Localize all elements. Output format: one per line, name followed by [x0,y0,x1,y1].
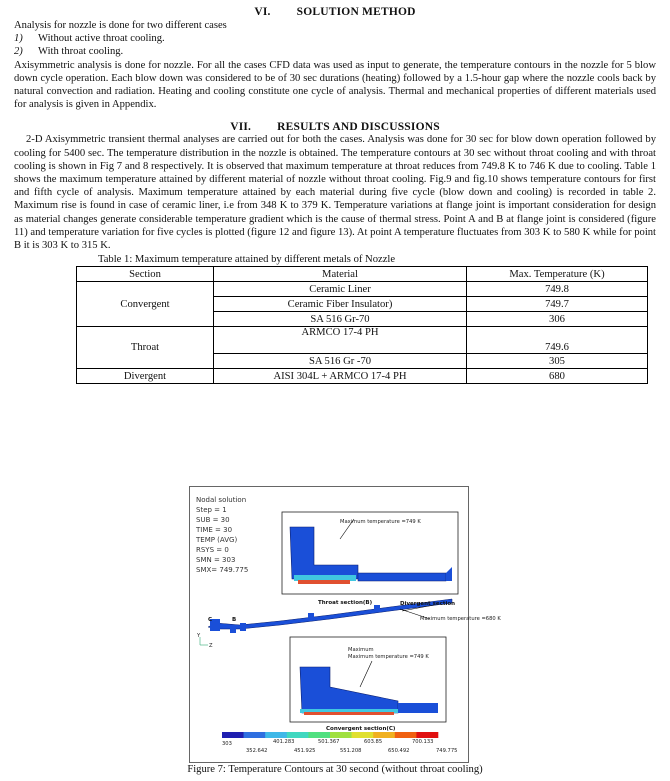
max-temperature-table [76,266,648,384]
figure-7-temperature-contours [189,486,501,763]
scale-swatch [330,732,352,738]
max-temp-convergent-label: Maximum temperature =749 K [348,654,429,660]
scale-top-1: 401.283 [273,739,295,745]
material-cell: AISI 304L + ARMCO 17-4 PH [214,369,467,384]
table-row [77,369,648,384]
scale-swatch [265,732,287,738]
page-content [14,6,656,384]
max-temp-throat-label: Maximum temperature =749 K [340,519,421,525]
temp-cell: 749.7 [467,297,648,312]
results-paragraph: 2-D Axisymmetric transient thermal analyses are carried out for both the cases. Analysis was done for 30 sec for blow down operation followed by cooling for 5400 sec. The temperature distribution in the nozzle is obtained. The temperature contours at 30 sec without throat cooling and with throat cooling is shown in Fig 7 and 8 respectively. It is observed that maximum temperature at throat reduces from 749.8 K to 746 K due to cooling. Table 1 shows the maximum temperature attained by different material of nozzle without throat cooling. Fig.9 and fig.10 shows temperature contours for first and fifth cycle of analysis. Maximum temperature attained by each material during five cycle (blow down and cooling) is recorded in table 2. Maximum rise is found in case of ceramic liner, i.e from 348 K to 379 K. Temperature variations at flange joint is important consideration for design as material changes generate considerable temperature gradient which is the cause of thermal stress. Point A and B at flange joint is considered (figure 11) and temperature variation for five cycles is plotted (figure 12 and figure 13). At point A temperature fluctuates from 303 K to 580 K while for point B it is 303 K to 315 K. [14,134,656,252]
header-max-temp: Max. Temperature (K) [467,267,648,282]
point-b-label: B [232,617,237,623]
figure-caption: Figure 7: Temperature Contours at 30 second (without throat cooling) [187,764,483,775]
contour-plot [190,487,501,762]
scale-top-4: 700.133 [412,739,434,745]
scale-swatch [373,732,395,738]
scale-bottom-0: 352.642 [246,748,268,754]
scale-bottom-4: 749.775 [436,748,458,754]
scale-swatch [222,732,244,738]
temp-cell: 305 [467,354,648,369]
temp-cell: 749.8 [467,282,648,297]
header-material: Material [214,267,467,282]
scale-swatch [308,732,330,738]
section-cell: Divergent [77,369,214,384]
throat-section-label: Throat section(B) [318,600,373,606]
max-temp-convergent-label-1: Maximum [348,647,374,653]
solution-intro: Analysis for nozzle is done for two different cases [14,20,227,31]
temperature-color-scale [222,732,438,738]
scale-swatch [244,732,266,738]
temp-cell: 680 [467,369,648,384]
material-cell: SA 516 Gr-70 [214,312,467,327]
axis-y-label: Y [197,633,201,639]
case-item-1: 1) Without active throat cooling. [14,33,165,45]
scale-top-0: 303 [222,741,232,747]
scale-swatch [395,732,417,738]
header-section: Section [77,267,214,282]
table-caption: Table 1: Maximum temperature attained by different metals of Nozzle [98,254,396,266]
nodal-solution-info: Nodal solution Step = 1 SUB = 30 TIME = 30 TEMP (AVG) RSYS = 0 SMN = 303 SMX= 749.775 [196,496,249,574]
table-row [77,282,648,297]
material-cell: SA 516 Gr -70 [214,354,467,369]
temp-cell: 749.6 [467,327,648,354]
scale-top-2: 501.367 [318,739,340,745]
scale-swatch [287,732,309,738]
axis-z-label: Z [209,643,213,649]
table-row [77,327,648,354]
material-cell: Ceramic Fiber Insulator) [214,297,467,312]
material-cell: Ceramic Liner [214,282,467,297]
solution-paragraph: Axisymmetric analysis is done for nozzle. For all the cases CFD data was used as input to generate, the temperature contours in the nozzle for 5 blow down cycle operation. Each blow down was considered to be of 30 sec durations (heating) followed by a 1.5-hour gap where the nozzle cools back by natural convection and radiation. Heating and cooling constitute one cycle of analysis. Thermal and mechanical properties of different materials used for analysis is given in Appendix. [14,59,656,111]
convergent-section-inset [290,637,446,722]
max-temp-divergent-label: Maximum temperature =680 K [420,616,501,622]
scale-top-3: 603.85 [364,739,383,745]
temp-cell: 306 [467,312,648,327]
scale-bottom-3: 650.492 [388,748,410,754]
scale-bottom-2: 551.208 [340,748,362,754]
material-cell: ARMCO 17-4 PH [214,327,467,354]
section-heading-solution-method: VI. SOLUTION METHOD [254,6,416,18]
case-item-2: 2) With throat cooling. [14,46,124,58]
table-header-row [77,267,648,282]
convergent-section-label: Convergent section(C) [326,726,396,732]
section-heading-results: VII. RESULTS AND DISCUSSIONS [230,121,440,134]
section-cell: Convergent [77,282,214,327]
point-c-label: C [208,617,213,623]
section-cell: Throat [77,327,214,369]
scale-swatch [416,732,438,738]
scale-swatch [352,732,374,738]
scale-bottom-1: 451.925 [294,748,316,754]
divergent-section-label: Divergent section [400,601,456,607]
throat-section-inset [282,512,458,594]
